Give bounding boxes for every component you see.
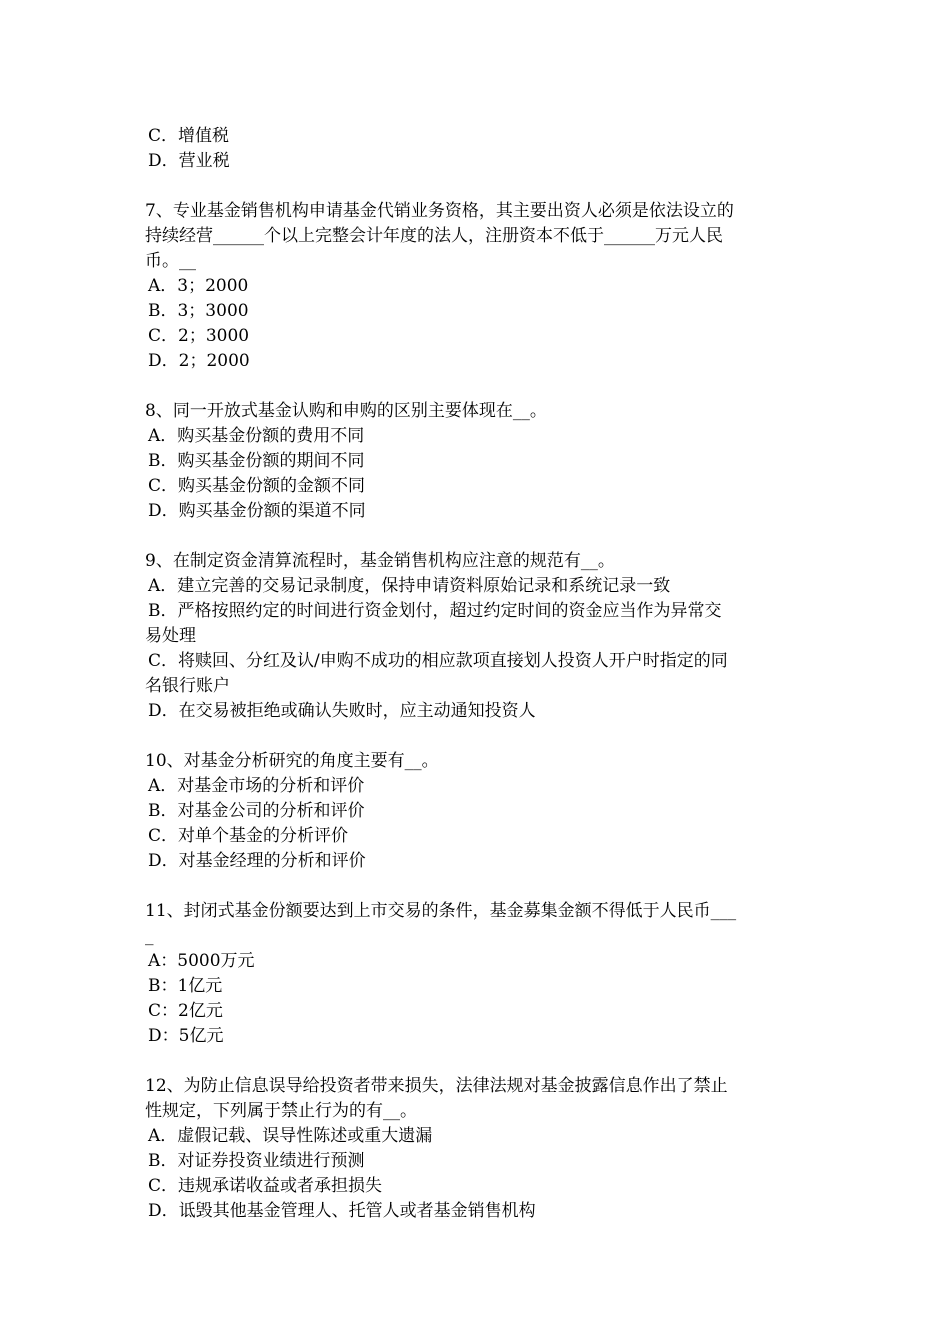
question-8-text: 8、同一开放式基金认购和申购的区别主要体现在__。 (145, 401, 547, 421)
option-d: D．购买基金份额的渠道不同 (148, 501, 366, 521)
option-c-line-1: C．将赎回、分红及认/申购不成功的相应款项直接划人投资人开户时指定的同 (148, 651, 728, 671)
option-c: C：2亿元 (148, 1001, 223, 1021)
option-a: A．建立完善的交易记录制度，保持申请资料原始记录和系统记录一致 (148, 576, 671, 596)
option-d: D．诋毁其他基金管理人、托管人或者基金销售机构 (148, 1201, 536, 1221)
question-9-text: 9、在制定资金清算流程时，基金销售机构应注意的规范有__。 (145, 551, 615, 571)
option-b-line-2: 易处理 (145, 626, 196, 646)
option-b-line-1: B．严格按照约定的时间进行资金划付，超过约定时间的资金应当作为异常交 (148, 601, 722, 621)
question-7-text-line-1: 7、专业基金销售机构申请基金代销业务资格，其主要出资人必须是依法设立的 (145, 201, 734, 221)
question-12-text-line-1: 12、为防止信息误导给投资者带来损失，法律法规对基金披露信息作出了禁止 (145, 1076, 728, 1096)
document-content (145, 124, 810, 1224)
option-c: C．购买基金份额的金额不同 (148, 476, 366, 496)
question-7-text-line-2: 持续经营______个以上完整会计年度的法人，注册资本不低于______万元人民 (145, 226, 723, 246)
question-10-text: 10、对基金分析研究的角度主要有__。 (145, 751, 439, 771)
option-c: C．增值税 (148, 126, 230, 146)
question-7-text-line-3: 币。__ (145, 251, 196, 271)
question-11 (145, 899, 810, 1049)
option-a: A．虚假记载、误导性陈述或重大遗漏 (148, 1126, 433, 1146)
question-11-text-line-1: 11、封闭式基金份额要达到上市交易的条件，基金募集金额不得低于人民币___ (145, 901, 737, 921)
question-9 (145, 549, 810, 724)
option-a: A：5000万元 (148, 951, 255, 971)
option-a: A．购买基金份额的费用不同 (148, 426, 365, 446)
option-c: C．2；3000 (148, 326, 250, 346)
option-c: C．违规承诺收益或者承担损失 (148, 1176, 383, 1196)
option-c: C．对单个基金的分析评价 (148, 826, 349, 846)
option-a: A．对基金市场的分析和评价 (148, 776, 365, 796)
option-b: B．3；3000 (148, 301, 249, 321)
question-6-options-tail (145, 124, 810, 174)
option-a: A．3；2000 (148, 276, 249, 296)
question-8 (145, 399, 810, 524)
option-c-line-2: 名银行账户 (145, 676, 230, 696)
question-10 (145, 749, 810, 874)
question-7 (145, 199, 810, 374)
option-d: D．在交易被拒绝或确认失败时，应主动通知投资人 (148, 701, 536, 721)
option-d: D：5亿元 (148, 1026, 224, 1046)
option-b: B．对证券投资业绩进行预测 (148, 1151, 365, 1171)
option-b: B：1亿元 (148, 976, 223, 996)
option-b: B．购买基金份额的期间不同 (148, 451, 365, 471)
option-d: D．2；2000 (148, 351, 250, 371)
question-12 (145, 1074, 810, 1224)
question-11-text-line-2: _ (145, 926, 154, 946)
option-d: D．营业税 (148, 151, 230, 171)
option-d: D．对基金经理的分析和评价 (148, 851, 366, 871)
question-12-text-line-2: 性规定，下列属于禁止行为的有__。 (145, 1101, 417, 1121)
option-b: B．对基金公司的分析和评价 (148, 801, 365, 821)
